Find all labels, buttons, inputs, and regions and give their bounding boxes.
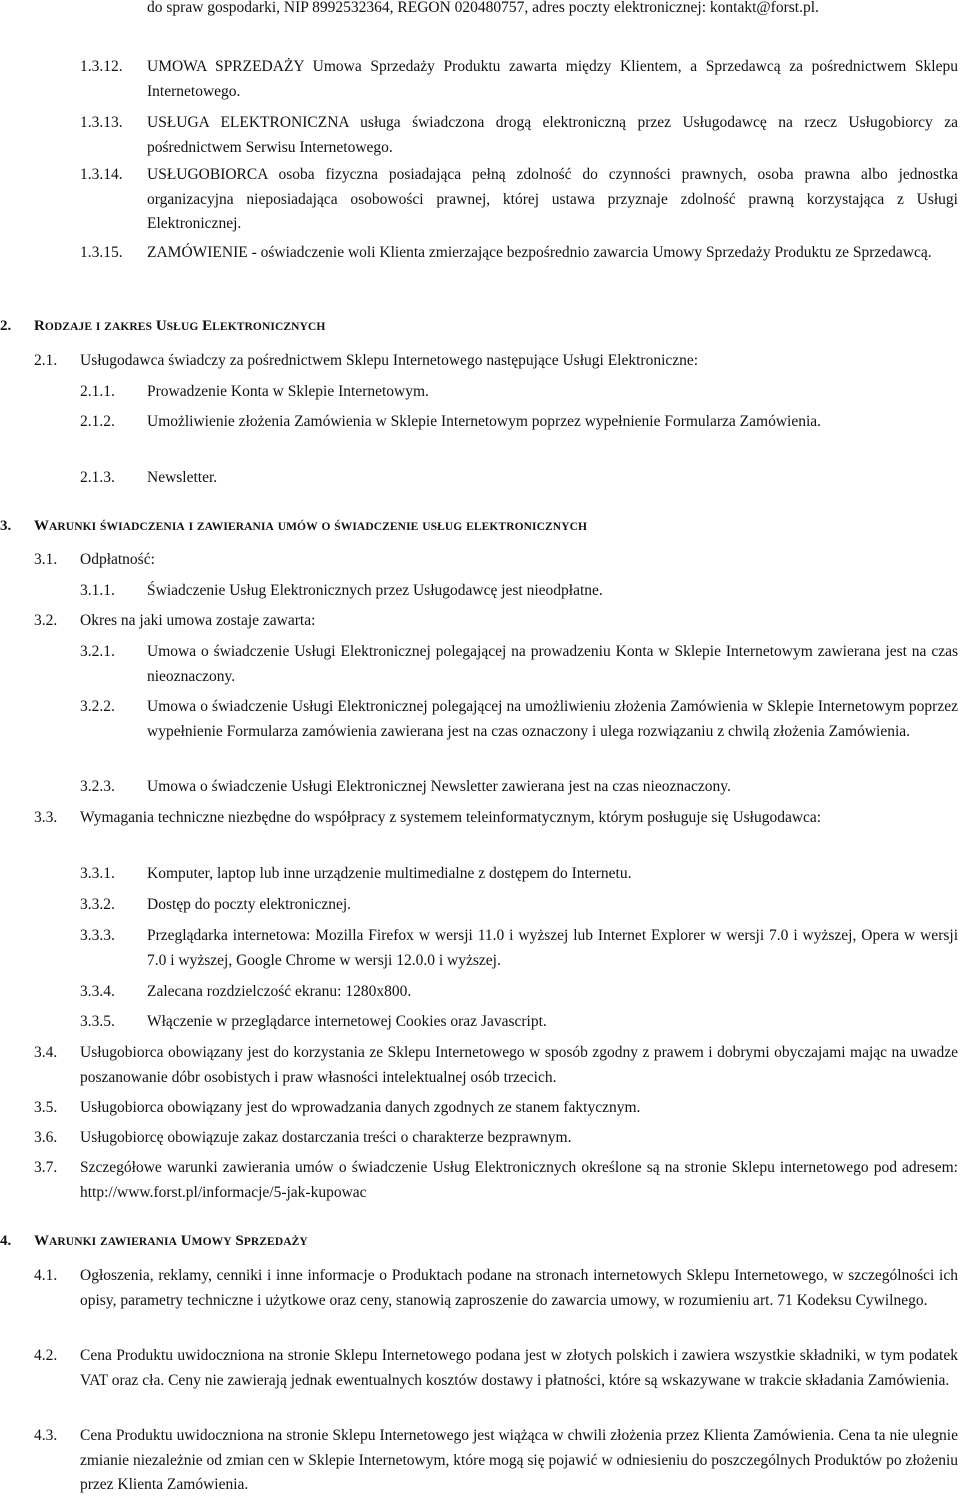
item-text: Newsletter.: [147, 469, 218, 486]
item-number: 1.3.15.: [80, 244, 123, 261]
paragraph-text: do spraw gospodarki, NIP 8992532364, REGON 020480757, adres poczty elektronicznej: kontakt@forst.pl.: [147, 0, 819, 16]
section-number: 4.: [0, 1233, 12, 1249]
item-number: 3.3.4.: [80, 983, 115, 1000]
item-text: Usługobiorcę obowiązuje zakaz dostarczania treści o charakterze bezprawnym.: [80, 1129, 572, 1146]
item-text: Wymagania techniczne niezbędne do współpracy z systemem teleinformatycznym, którym posługuje się Usługodawca:: [80, 809, 822, 826]
item-number: 3.2.1.: [80, 643, 115, 660]
item-number: 3.3.5.: [80, 1013, 115, 1030]
item-number: 3.1.1.: [80, 582, 115, 599]
item-text: Komputer, laptop lub inne urządzenie multimedialne z dostępem do Internetu.: [147, 865, 632, 882]
item-text: Usługodawca świadczy za pośrednictwem Sklepu Internetowego następujące Usługi Elektroniczne:: [80, 352, 699, 369]
item-text: ZAMÓWIENIE - oświadczenie woli Klienta zmierzające bezpośrednio zawarcia Umowy Sprzedaży Produktu ze Sprzedawcą.: [147, 244, 932, 261]
item-text: Włączenie w przeglądarce internetowej Cookies oraz Javascript.: [147, 1013, 547, 1030]
item-text: Umowa o świadczenie Usługi Elektronicznej Newsletter zawierana jest na czas nieoznaczony.: [147, 778, 731, 795]
item-text: Cena Produktu uwidoczniona na stronie Sklepu Internetowego jest wiążąca w chwili złożenia przez Klienta Zamówienia. Cena ta nie ulegnie zmianie niezależnie od zmian cen w Sklepie Internetowym, które mogą się pojawić w odniesieniu do poszczególnych Produktów po złożeniu przez Klienta Zamówienia.: [80, 1427, 958, 1493]
item-number: 3.3.: [34, 809, 58, 826]
item-text: Usługobiorca obowiązany jest do korzystania ze Sklepu Internetowego w sposób zgodny z prawem i dobrymi obyczajami mając na uwadze poszanowanie dóbr osobistych i praw własności intelektualnej osób trzecich.: [80, 1044, 958, 1086]
item-number: 3.7.: [34, 1159, 58, 1176]
item-text: Odpłatność:: [80, 551, 155, 568]
item-number: 3.2.2.: [80, 698, 115, 715]
item-number: 2.1.1.: [80, 383, 115, 400]
item-number: 4.3.: [34, 1427, 58, 1444]
item-number: 3.4.: [34, 1044, 58, 1061]
item-number: 3.6.: [34, 1129, 58, 1146]
item-number: 3.3.1.: [80, 865, 115, 882]
item-text: Szczegółowe warunki zawierania umów o świadczenie Usług Elektronicznych określone są na stronie Sklepu internetowego pod adresem: http://www.forst.pl/informacje/5-jak-kupowac: [80, 1159, 958, 1201]
item-number: 4.2.: [34, 1347, 58, 1364]
section-number: 2.: [0, 318, 12, 334]
item-number: 2.1.2.: [80, 413, 115, 430]
section-title: RODZAJE I ZAKRES USŁUG ELEKTRONICZNYCH: [34, 318, 326, 334]
item-number: 3.2.: [34, 612, 58, 629]
item-text: UMOWA SPRZEDAŻY Umowa Sprzedaży Produktu zawarta między Klientem, a Sprzedawcą za pośrednictwem Sklepu Internetowego.: [147, 58, 958, 100]
item-text: USŁUGA ELEKTRONICZNA usługa świadczona drogą elektroniczną przez Usługodawcę na rzecz Usługobiorcy za pośrednictwem Serwisu Internetowego.: [147, 114, 958, 156]
item-number: 2.1.3.: [80, 469, 115, 486]
item-text: Świadczenie Usług Elektronicznych przez Usługodawcę jest nieodpłatne.: [147, 582, 603, 599]
item-text: Prowadzenie Konta w Sklepie Internetowym.: [147, 383, 429, 400]
item-text: Zalecana rozdzielczość ekranu: 1280x800.: [147, 983, 412, 1000]
item-number: 4.1.: [34, 1267, 58, 1284]
item-number: 3.2.3.: [80, 778, 115, 795]
item-text: Umowa o świadczenie Usługi Elektronicznej polegającej na prowadzeniu Konta w Sklepie Internetowym zawierana jest na czas nieoznaczony.: [147, 643, 958, 685]
item-number: 1.3.12.: [80, 58, 123, 75]
item-number: 2.1.: [34, 352, 58, 369]
item-number: 1.3.13.: [80, 114, 123, 131]
item-text: Ogłoszenia, reklamy, cenniki i inne informacje o Produktach podane na stronach internetowych Sklepu Internetowego, w szczególności ich opisy, parametry techniczne i użytkowe oraz ceny, stanowią zaproszenie do zawarcia umowy, w rozumieniu art. 71 Kodeksu Cywilnego.: [80, 1267, 958, 1309]
item-text: Usługobiorca obowiązany jest do wprowadzania danych zgodnych ze stanem faktycznym.: [80, 1099, 641, 1116]
section-title: WARUNKI ZAWIERANIA UMOWY SPRZEDAŻY: [34, 1233, 308, 1249]
item-number: 1.3.14.: [80, 166, 123, 183]
item-text: Dostęp do poczty elektronicznej.: [147, 896, 352, 913]
item-text: USŁUGOBIORCA osoba fizyczna posiadająca pełną zdolność do czynności prawnych, osoba prawna albo jednostka organizacyjna nieposiadająca osobowości prawnej, której ustawa przyznaje zdolność prawną korzystająca z Usługi Elektronicznej.: [147, 166, 958, 232]
item-number: 3.3.3.: [80, 927, 115, 944]
item-text: Przeglądarka internetowa: Mozilla Firefox w wersji 11.0 i wyższej lub Internet Explorer w wersji 7.0 i wyższej, Opera w wersji 7.0 i wyższej, Google Chrome w wersji 12.0.0 i wyższej.: [147, 927, 958, 969]
item-number: 3.3.2.: [80, 896, 115, 913]
item-text: Umowa o świadczenie Usługi Elektronicznej polegającej na umożliwieniu złożenia Zamówienia w Sklepie Internetowym poprzez wypełnienie Formularza zamówienia zawierana jest na czas oznaczony i ulega rozwiązaniu z chwilą złożenia Zamówienia.: [147, 698, 958, 740]
item-number: 3.1.: [34, 551, 58, 568]
item-text: Umożliwienie złożenia Zamówienia w Sklepie Internetowym poprzez wypełnienie Formularza Zamówienia.: [147, 413, 822, 430]
item-text: Okres na jaki umowa zostaje zawarta:: [80, 612, 316, 629]
item-text: Cena Produktu uwidoczniona na stronie Sklepu Internetowego podana jest w złotych polskich i zawiera wszystkie składniki, w tym podatek VAT oraz cła. Ceny nie zawierają jednak ewentualnych kosztów dostawy i płatności, które są wskazywane w trakcie składania Zamówienia.: [80, 1347, 958, 1389]
item-number: 3.5.: [34, 1099, 58, 1116]
section-number: 3.: [0, 518, 12, 534]
section-title: WARUNKI ŚWIADCZENIA I ZAWIERANIA UMÓW O ŚWIADCZENIE USŁUG ELEKTRONICZNYCH: [34, 518, 588, 534]
